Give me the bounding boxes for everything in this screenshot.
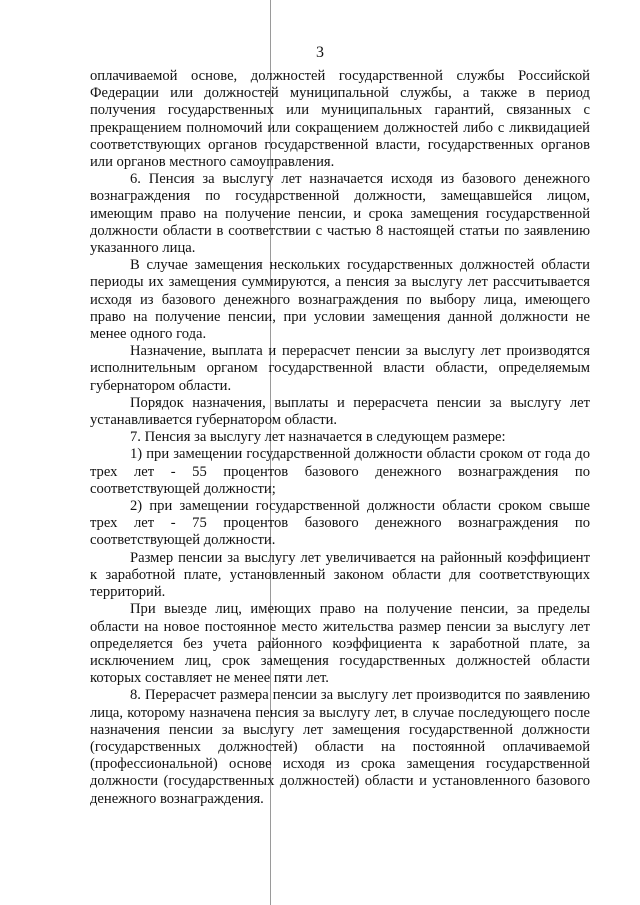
paragraph-assignment-authority: Назначение, выплата и перерасчет пенсии за выслугу лет производятся исполнительным органом государственной власти области, определяемым губернатором области. bbox=[90, 343, 590, 394]
document-body bbox=[90, 68, 590, 808]
paragraph-continuation: оплачиваемой основе, должностей государственной службы Российской Федерации или должностей муниципальной службы, а также в период получения государственных или муниципальных гарантий, связанных с прекращением полномочий или сокращением должностей либо с ликвидацией соответствующих органов государственной власти, государственных органов или органов местного самоуправления. bbox=[90, 68, 590, 171]
paragraph-relocation: При выезде лиц, имеющих право на получение пенсии, за пределы области на новое постоянное место жительства размер пенсии за выслугу лет определяется без учета районного коэффициента к заработной плате, за исключением лиц, срок замещения государственных должностей области которых составляет не менее пяти лет. bbox=[90, 601, 590, 687]
paragraph-subitem-2: 2) при замещении государственной должности области сроком свыше трех лет - 75 процентов базового денежного вознаграждения по соответствующей должности. bbox=[90, 498, 590, 549]
paragraph-item-7: 7. Пенсия за выслугу лет назначается в следующем размере: bbox=[130, 429, 506, 446]
page-number: 3 bbox=[316, 44, 324, 61]
paragraph-regional-coefficient: Размер пенсии за выслугу лет увеличивается на районный коэффициент к заработной плате, установленный законом области для соответствующих территорий. bbox=[90, 549, 590, 601]
paragraph-subitem-1: 1) при замещении государственной должности области сроком от года до трех лет - 55 процентов базового денежного вознаграждения по соответствующей должности; bbox=[90, 446, 590, 497]
paragraph-item-6: 6. Пенсия за выслугу лет назначается исходя из базового денежного вознаграждения по государственной должности, замещавшейся лицом, имеющим право на получение пенсии, и срока замещения государственной должности области в соответствии с частью 8 настоящей статьи по заявлению указанного лица. bbox=[90, 171, 590, 257]
paragraph-multiple-positions: В случае замещения нескольких государственных должностей области периоды их замещения суммируются, а пенсия за выслугу лет рассчитывается исходя из базового денежного вознаграждения по выбору лица, имеющего право на получение пенсии, при условии замещения данной должности не менее одного года. bbox=[90, 257, 590, 343]
paragraph-procedure: Порядок назначения, выплаты и перерасчета пенсии за выслугу лет устанавливается губернатором области. bbox=[90, 394, 590, 429]
paragraph-item-8: 8. Перерасчет размера пенсии за выслугу лет производится по заявлению лица, которому назначена пенсия за выслугу лет, в случае последующего после назначения пенсии за выслугу лет замещения государственной должности (государственных должностей) области на постоянной оплачиваемой (профессиональной) основе исходя из срока замещения государственной должности (государственных должностей) области и установленного базового денежного вознаграждения. bbox=[90, 687, 590, 807]
